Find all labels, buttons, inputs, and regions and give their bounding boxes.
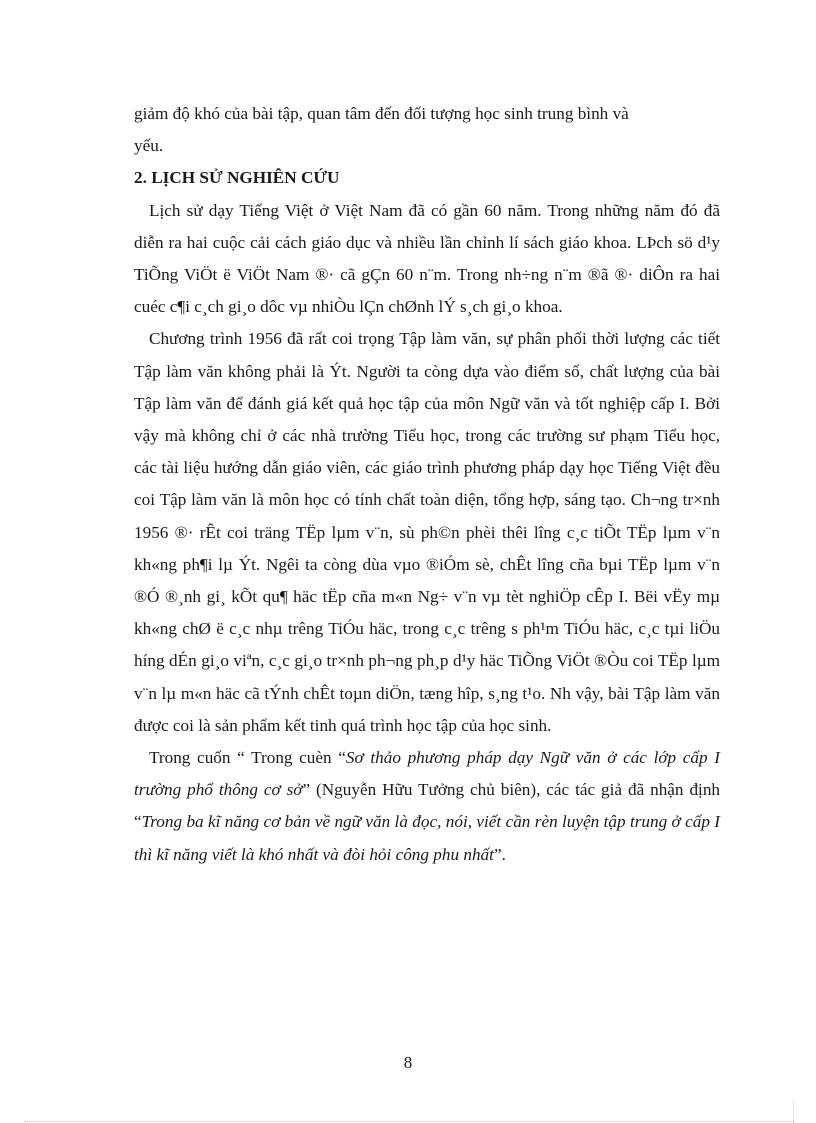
intro-line-continued: yếu.	[134, 136, 164, 156]
page-bottom-border	[24, 1121, 794, 1122]
page-corner-border	[793, 1100, 794, 1123]
citation-middle: ” (Nguyễn Hữu Tưởng chủ biên), các tác giả đã nhận định “	[134, 780, 721, 832]
citation-quote: Trong ba kĩ năng cơ bản về ngữ văn là đọc, nói, viết cần rèn luyện tập trung ở cấp I thì kĩ năng viết là khó nhất và đòi hỏi công phu nhất	[134, 812, 720, 864]
section-heading: 2. LỊCH SỬ NGHIÊN CỨU	[134, 168, 340, 188]
paragraph-curriculum-1956: Chương trình 1956 đã rất coi trọng Tập làm văn, sự phân phối thời lượng các tiết Tập làm văn không phải là Ýt. Người ta còng dựa vào điểm số, chất lượng của bài Tập làm văn để đánh giá kết quả học tập của môn Ngữ văn và tốt nghiệp cấp I. Bởi vậy mà không chỉ ở các nhà trường Tiểu học, trong các trường sư phạm Tiểu học, các tài liệu hướng dẫn giáo viên, các giáo trình phương pháp dạy học Tiếng Việt đều coi Tập làm văn là môn học có tính chất toàn diện, tổng hợp, sáng tạo. Ch¬ng tr×nh 1956 ®· rÊt coi träng TËp lµm v¨n, sù ph©n phèi thêi lîng c¸c tiÕt TËp lµm v¨n kh«ng ph¶i lµ Ýt. Ngêi ta còng dùa vµo ®iÓm sè, chÊt lîng cña bµi TËp lµm v¨n ®Ó ®¸nh gi¸ kÕt qu¶ häc tËp cña m«n Ng÷ v¨n vµ tèt nghiÖp cÊp I. Bëi vËy mµ kh«ng chØ ë c¸c nhµ trêng TiÓu häc, trong c¸c trêng s ph¹m TiÓu häc, c¸c tµi liÖu híng dÉn gi¸o viªn, c¸c gi¸o tr×nh ph¬ng ph¸p d¹y häc TiÕng ViÖt ®Òu coi TËp lµm v¨n lµ m«n häc cã tÝnh chÊt toµn diÖn, tæng hîp, s¸ng t¹o. Nh vậy, bài Tập làm văn được coi là sản phẩm kết tinh quá trình học tập của học sinh.	[134, 329, 720, 735]
paragraph-history: Lịch sử dạy Tiếng Việt ở Việt Nam đã có gần 60 năm. Trong những năm đó đã diễn ra hai cuộc cải cách giáo dục và nhiều lần chỉnh lí sách giáo khoa. LÞch sö d¹y TiÕng ViÖt ë ViÖt Nam ®· cã gÇn 60 n¨m. Trong nh÷ng n¨m ®ã ®· diÔn ra hai cuéc c¶i c¸ch gi¸o dôc vµ nhiÒu lÇn chØnh lÝ s¸ch gi¸o khoa.	[134, 200, 720, 317]
paragraph-citation	[134, 742, 720, 871]
document-body	[134, 98, 720, 871]
citation-lead: Trong cuốn “ Trong cuèn “	[149, 748, 346, 768]
book-title: Sơ thảo phương pháp dạy Ngữ văn ở các lớp cấp I trường phổ thông cơ sở	[134, 748, 720, 800]
citation-end: ”.	[493, 844, 506, 864]
intro-line: giảm độ khó của bài tập, quan tâm đến đối tượng học sinh trung bình và	[134, 104, 629, 123]
page-number: 8	[403, 1053, 413, 1072]
